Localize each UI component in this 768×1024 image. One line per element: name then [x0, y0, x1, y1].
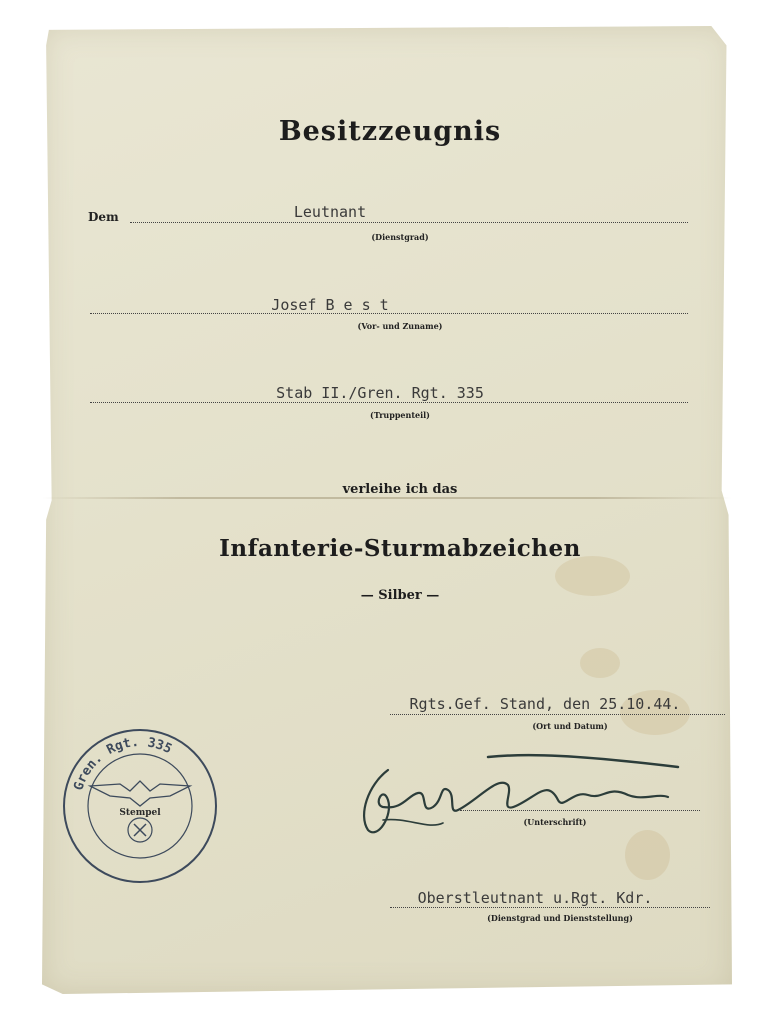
stain — [580, 648, 620, 678]
name-value: Josef B e s t — [271, 296, 389, 314]
name-line — [90, 313, 688, 314]
signature-line — [460, 810, 700, 811]
award-intro: verleihe ich das — [342, 482, 458, 497]
document-title: Besitzzeugnis — [278, 116, 502, 147]
svg-text:Gren. Rgt. 335 — [71, 735, 174, 792]
unit-line — [90, 402, 688, 403]
stamp-label: Stempel — [119, 808, 161, 818]
position-caption: (Dienstgrad und Dienststellung) — [487, 913, 633, 923]
place-date-caption: (Ort und Datum) — [532, 721, 608, 731]
rank-caption: (Dienstgrad) — [371, 232, 429, 242]
award-name: Infanterie-Sturmabzeichen — [219, 535, 581, 562]
stamp-text: Gren. Rgt. 335 — [71, 734, 175, 793]
rank-value: Leutnant — [293, 203, 367, 221]
recipient-prefix: Dem — [88, 210, 119, 224]
place-date-line — [390, 714, 725, 715]
stain — [555, 556, 630, 596]
official-stamp — [60, 726, 220, 886]
rank-line — [130, 222, 688, 223]
signature — [348, 745, 688, 845]
award-grade: — Silber — — [360, 588, 440, 603]
unit-caption: (Truppenteil) — [370, 410, 430, 420]
name-caption: (Vor- und Zuname) — [357, 321, 443, 331]
place-date-value: Rgts.Gef. Stand, den 25.10.44. — [409, 695, 681, 713]
position-line — [390, 907, 710, 908]
signature-caption: (Unterschrift) — [523, 817, 587, 827]
unit-value: Stab II./Gren. Rgt. 335 — [276, 384, 484, 402]
fold-crease — [42, 497, 732, 499]
position-value: Oberstleutnant u.Rgt. Kdr. — [417, 889, 653, 907]
